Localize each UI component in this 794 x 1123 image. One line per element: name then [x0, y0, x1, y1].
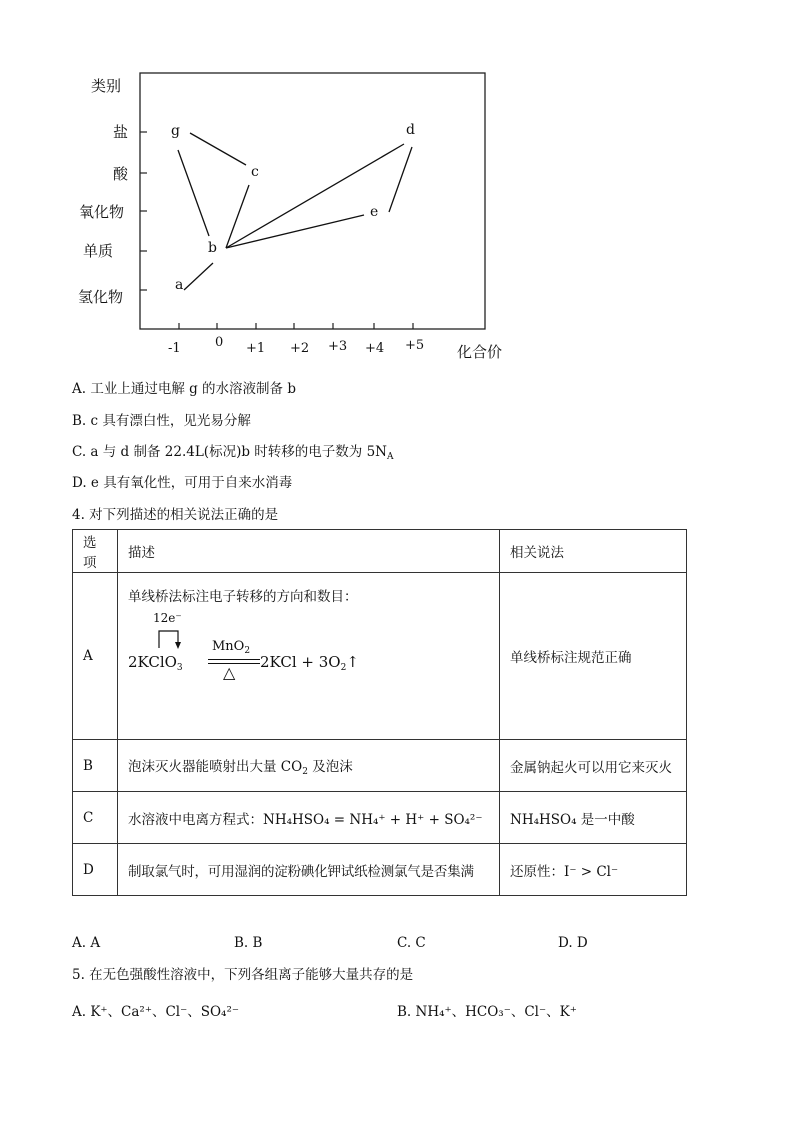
table-row [73, 573, 687, 740]
point-label-c: c [251, 164, 259, 180]
row-description: 泡沫灭火器能喷射出大量 $CO_2$ 及泡沫 [118, 740, 500, 792]
q3-option-b: B. c 具有漂白性，见光易分解 [72, 413, 251, 429]
x-tick-label: -1 [168, 341, 181, 356]
x-tick-label: +1 [246, 341, 266, 356]
x-tick-label: +5 [405, 338, 425, 353]
header-description: 描述 [118, 530, 500, 573]
x-tick-label: 0 [215, 335, 224, 350]
row-option: A [73, 573, 118, 740]
products: $2KCl + 3O_2↑$ [260, 653, 359, 673]
q3-option-a: A. 工业上通过电解 g 的水溶液制备 b [72, 381, 296, 397]
q4-answer-c: C. C [397, 935, 426, 951]
y-axis-title: 类别 [91, 77, 122, 95]
q3-option-c-sub: A [386, 452, 394, 462]
row-description: 水溶液中电离方程式：NH₄HSO₄ = NH₄⁺ + H⁺ + SO₄²⁻ [118, 792, 500, 844]
point-label-b: b [208, 240, 217, 256]
table-row [73, 792, 687, 844]
y-label-acid: 酸 [113, 165, 129, 183]
x-axis-ticks [179, 323, 413, 329]
q5-stem: 5. 在无色强酸性溶液中，下列各组离子能够大量共存的是 [72, 967, 414, 983]
q3-option-c-text: C. a 与 d 制备 22.4L(标况)b 时转移的电子数为 5N [72, 444, 387, 460]
equation [128, 611, 489, 691]
table-row [73, 740, 687, 792]
header-remark: 相关说法 [500, 530, 687, 573]
row-remark: NH₄HSO₄ 是一中酸 [500, 792, 687, 844]
q4-answer-d: D. D [558, 935, 588, 951]
reactant: 2KClO$_3$ [128, 653, 183, 673]
point-label-d: d [406, 122, 415, 138]
catalyst: MnO$_2$ [212, 639, 251, 656]
q4-answer-a: A. A [72, 935, 101, 951]
x-tick-label: +2 [290, 341, 310, 356]
valence-category-diagram [60, 60, 520, 370]
row-option: C [73, 792, 118, 844]
diagram-frame [140, 73, 485, 329]
row-option: B [73, 740, 118, 792]
row-a-desc-text: 单线桥法标注电子转移的方向和数目： [128, 589, 358, 605]
q5-option-b: B. NH₄⁺、HCO₃⁻、Cl⁻、K⁺ [397, 1004, 577, 1020]
q4-answer-b: B. B [234, 935, 263, 951]
y-label-element: 单质 [83, 242, 114, 260]
point-label-a: a [175, 277, 184, 293]
x-tick-label: +3 [328, 339, 348, 354]
x-axis-title: 化合价 [457, 343, 503, 361]
y-axis-ticks [140, 132, 147, 290]
q3-option-d: D. e 具有氧化性，可用于自来水消毒 [72, 475, 293, 491]
electron-transfer-arrow [156, 628, 186, 650]
gas-arrow: ↑ [346, 653, 359, 671]
row-remark: 还原性：I⁻ > Cl⁻ [500, 844, 687, 896]
q4-stem: 4. 对下列描述的相关说法正确的是 [72, 507, 279, 523]
table-row [73, 844, 687, 896]
q4-table [72, 529, 687, 896]
table-header-row [73, 530, 687, 573]
row-remark: 金属钠起火可以用它来灭火 [500, 740, 687, 792]
y-label-oxide: 氧化物 [79, 203, 125, 221]
heat-condition: △ [223, 663, 236, 682]
q5-option-a: A. K⁺、Ca²⁺、Cl⁻、SO₄²⁻ [72, 1004, 239, 1020]
row-description: 制取氯气时，可用湿润的淀粉碘化钾试纸检测氯气是否集满 [118, 844, 500, 896]
row-description [118, 573, 500, 740]
row-option: D [73, 844, 118, 896]
y-label-salt: 盐 [113, 123, 129, 141]
row-remark: 单线桥标注规范正确 [500, 573, 687, 740]
point-label-e: e [370, 204, 379, 220]
ionization-equation: NH₄HSO₄ = NH₄⁺ + H⁺ + SO₄²⁻ [263, 811, 483, 828]
q3-option-c [72, 443, 393, 466]
x-tick-label: +4 [365, 341, 385, 356]
point-label-g: g [171, 123, 180, 139]
y-label-hydride: 氢化物 [78, 288, 124, 306]
header-option: 选项 [73, 530, 118, 573]
electron-count: 12e⁻ [153, 611, 182, 625]
